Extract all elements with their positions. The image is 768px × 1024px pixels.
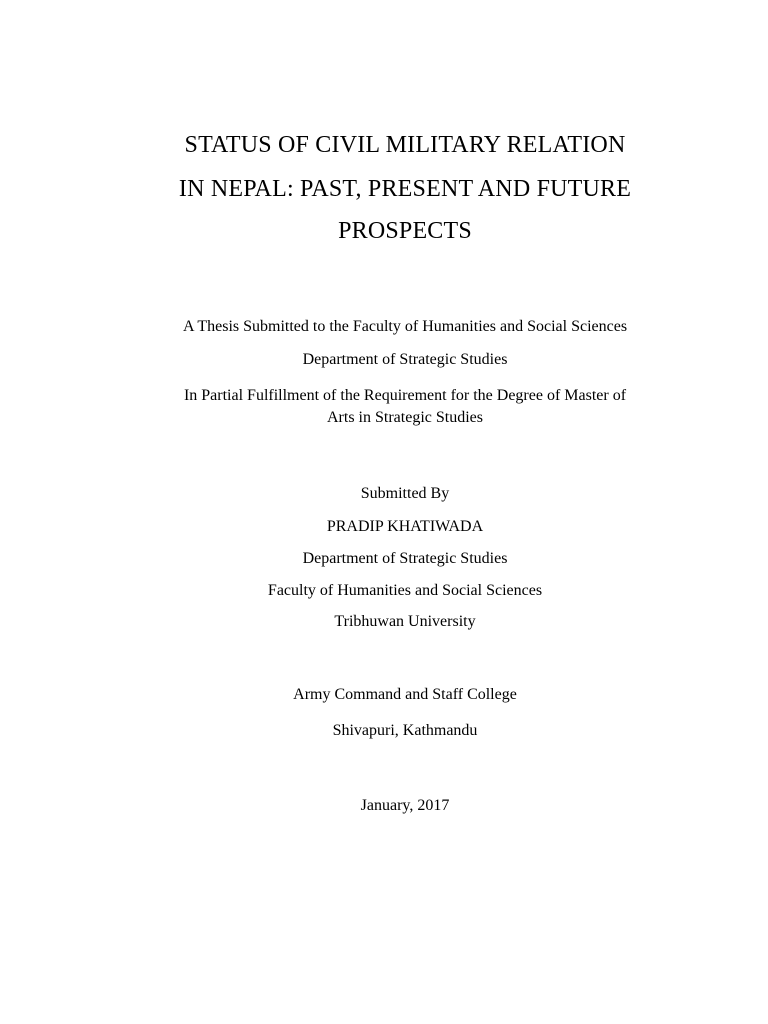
fulfillment-line-1: In Partial Fulfillment of the Requirement for the Degree of Master of (183, 387, 627, 404)
thesis-submitted-line: A Thesis Submitted to the Faculty of Humanities and Social Sciences (182, 318, 628, 335)
author-faculty: Faculty of Humanities and Social Sciences (267, 582, 543, 599)
title-line-1: STATUS OF CIVIL MILITARY RELATION (184, 132, 626, 158)
author-name: PRADIP KHATIWADA (326, 518, 484, 535)
author-university: Tribhuwan University (334, 613, 476, 630)
title-line-3: PROSPECTS (338, 218, 472, 244)
submission-department: Department of Strategic Studies (302, 351, 508, 368)
submission-date: January, 2017 (360, 797, 450, 814)
college-location: Shivapuri, Kathmandu (332, 722, 478, 739)
author-department: Department of Strategic Studies (302, 550, 508, 567)
submitted-by-label: Submitted By (360, 485, 450, 502)
college-name: Army Command and Staff College (293, 686, 517, 703)
title-line-2: IN NEPAL: PAST, PRESENT AND FUTURE (178, 176, 632, 202)
fulfillment-line-2: Arts in Strategic Studies (327, 409, 483, 426)
